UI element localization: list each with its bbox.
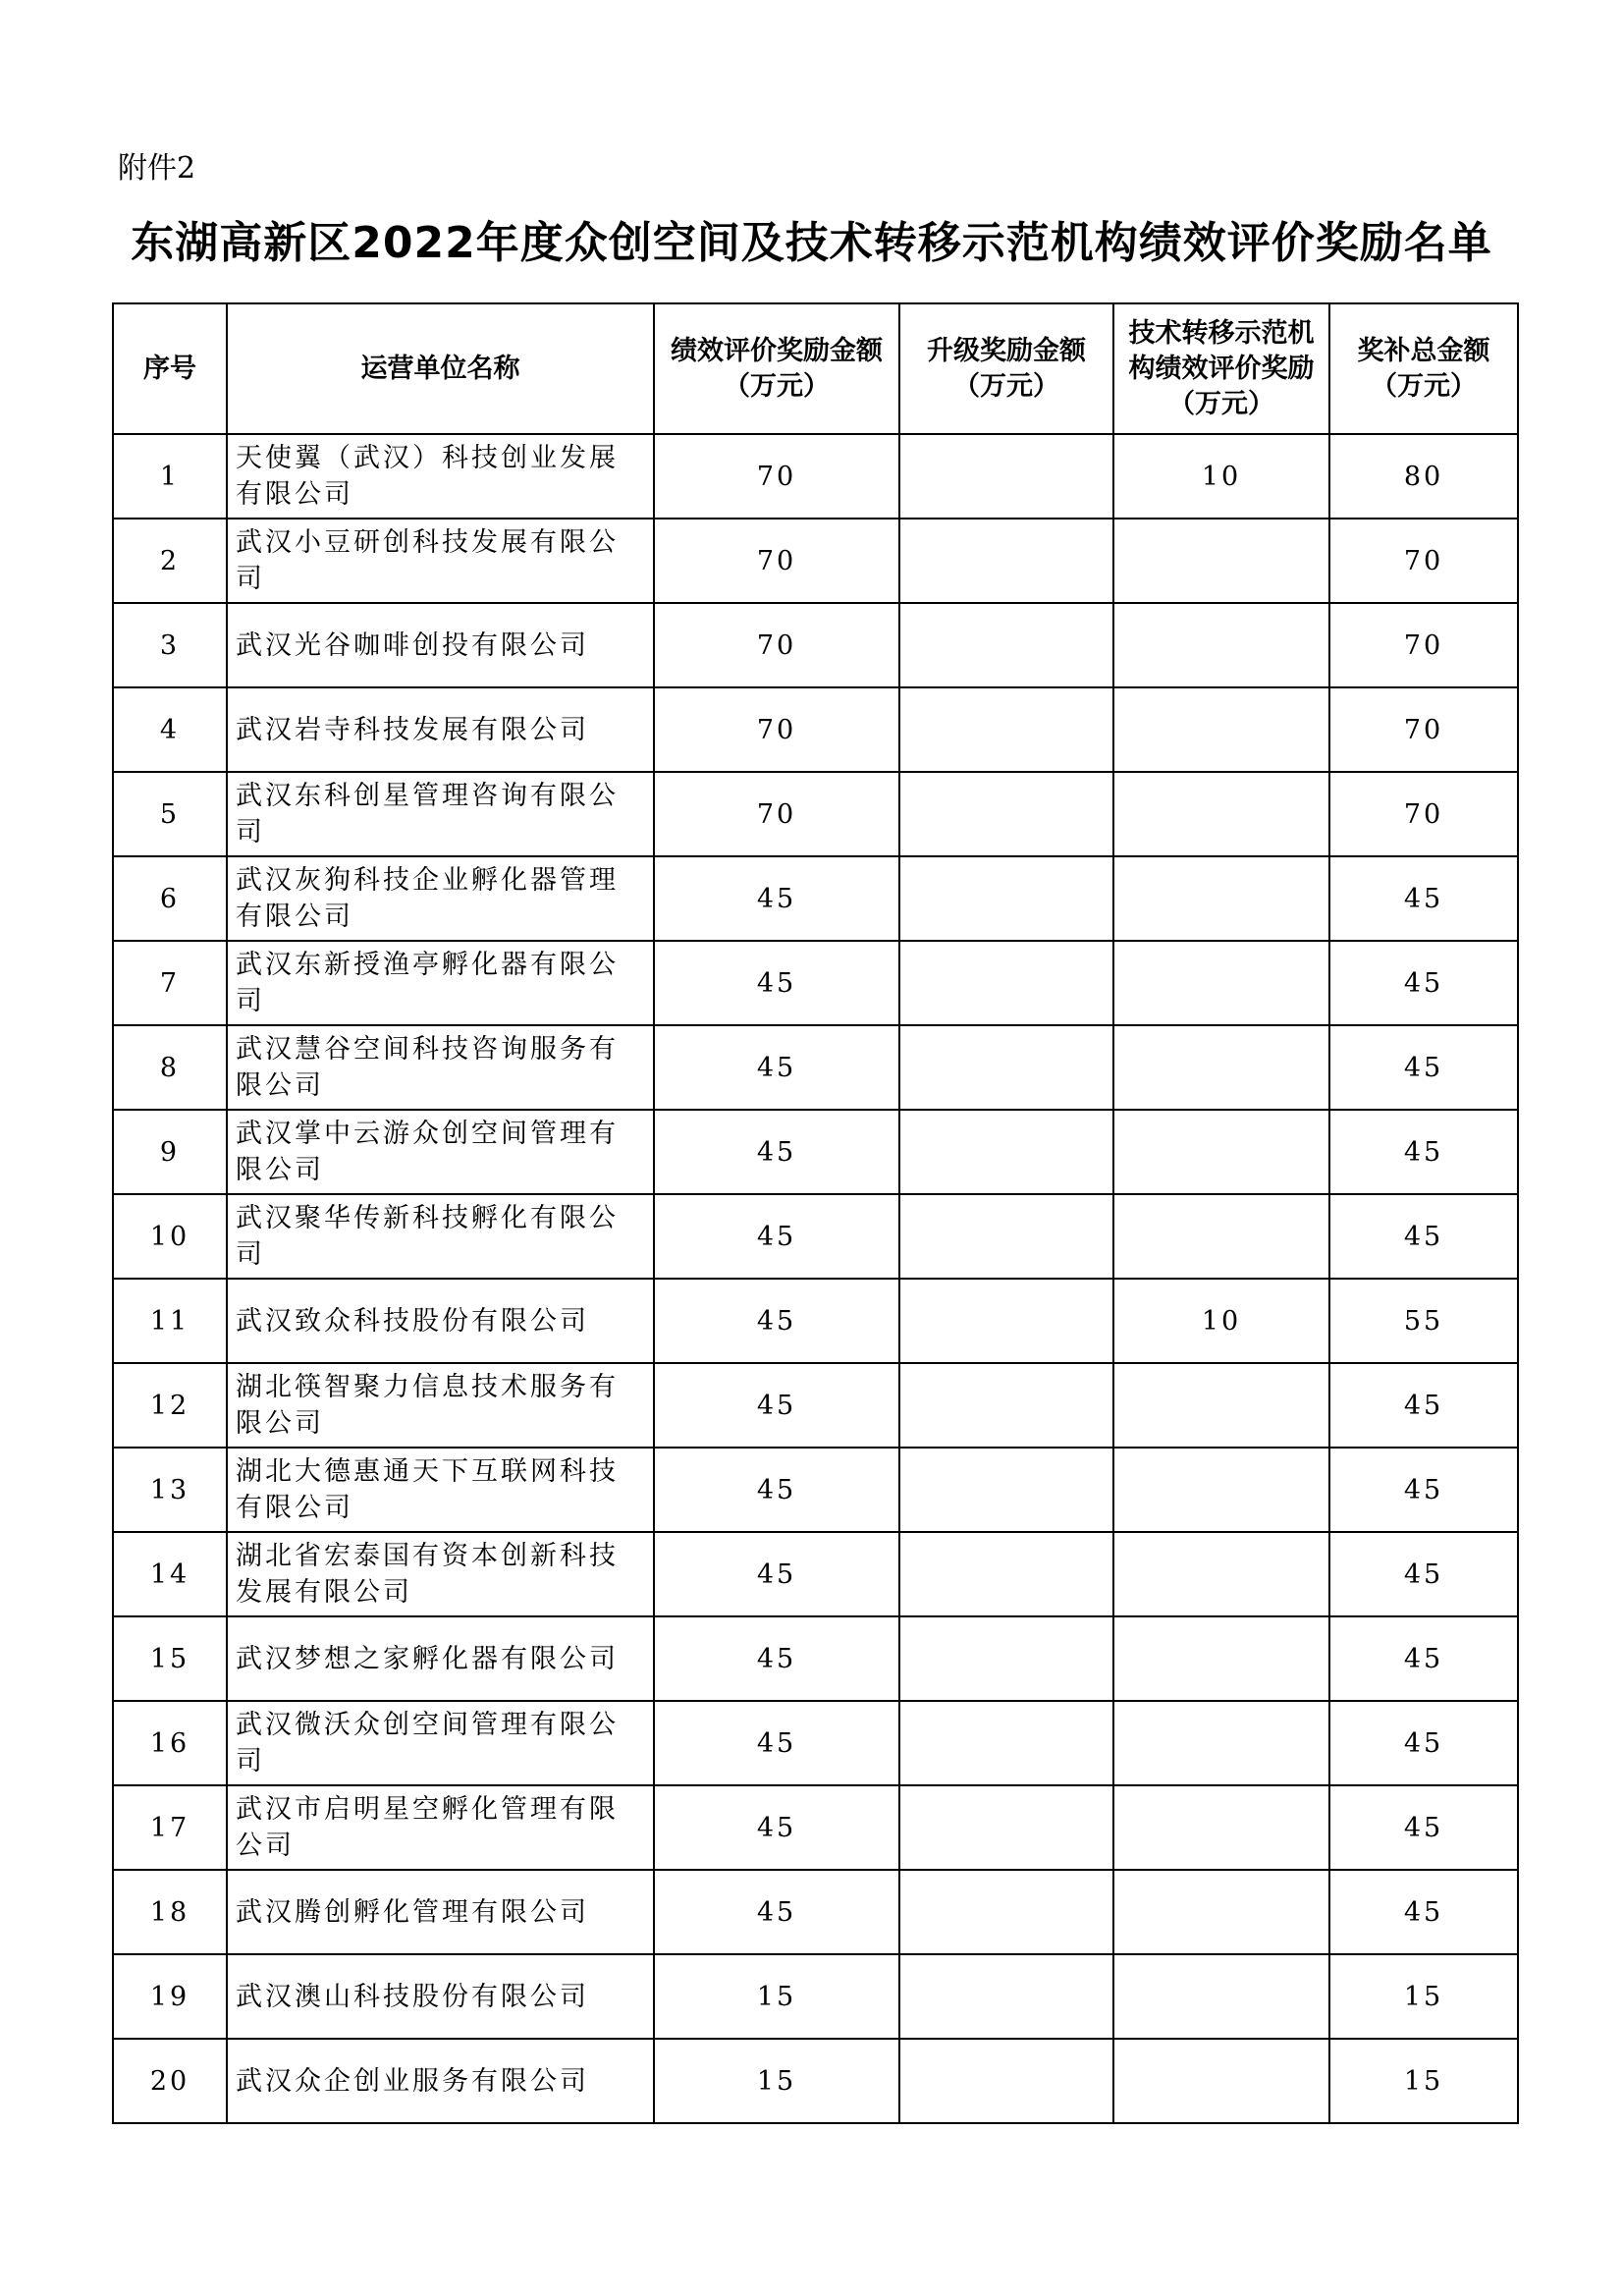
award-table — [112, 302, 1519, 2124]
cell-upgrade-award — [899, 772, 1113, 856]
cell-org-name: 湖北大德惠通天下互联网科技有限公司 — [227, 1448, 654, 1532]
cell-org-name: 武汉众企创业服务有限公司 — [227, 2039, 654, 2123]
cell-index: 8 — [113, 1025, 227, 1110]
cell-total: 70 — [1329, 519, 1518, 603]
table-row — [113, 1616, 1518, 1701]
table-row — [113, 519, 1518, 603]
cell-index: 20 — [113, 2039, 227, 2123]
header-org-name: 运营单位名称 — [227, 303, 654, 434]
cell-tech-transfer-award — [1113, 1025, 1329, 1110]
table-row — [113, 1194, 1518, 1279]
cell-org-name: 武汉掌中云游众创空间管理有限公司 — [227, 1110, 654, 1194]
table-body — [113, 434, 1518, 2123]
cell-upgrade-award — [899, 1870, 1113, 1954]
cell-upgrade-award — [899, 1194, 1113, 1279]
table-row — [113, 1954, 1518, 2039]
cell-performance-award: 45 — [654, 941, 899, 1025]
cell-upgrade-award — [899, 1363, 1113, 1448]
cell-total: 45 — [1329, 1785, 1518, 1870]
cell-tech-transfer-award — [1113, 1363, 1329, 1448]
cell-total: 45 — [1329, 941, 1518, 1025]
cell-performance-award: 70 — [654, 687, 899, 772]
cell-tech-transfer-award — [1113, 1870, 1329, 1954]
table-row — [113, 1448, 1518, 1532]
cell-index: 19 — [113, 1954, 227, 2039]
cell-tech-transfer-award — [1113, 1532, 1329, 1616]
cell-total: 70 — [1329, 772, 1518, 856]
cell-upgrade-award — [899, 1025, 1113, 1110]
cell-tech-transfer-award — [1113, 1785, 1329, 1870]
cell-tech-transfer-award — [1113, 1110, 1329, 1194]
cell-tech-transfer-award — [1113, 519, 1329, 603]
cell-total: 45 — [1329, 1616, 1518, 1701]
cell-tech-transfer-award: 10 — [1113, 1279, 1329, 1363]
table-row — [113, 772, 1518, 856]
cell-index: 7 — [113, 941, 227, 1025]
table-row — [113, 603, 1518, 687]
cell-org-name: 湖北筷智聚力信息技术服务有限公司 — [227, 1363, 654, 1448]
cell-performance-award: 45 — [654, 1279, 899, 1363]
cell-upgrade-award — [899, 519, 1113, 603]
cell-tech-transfer-award — [1113, 856, 1329, 941]
cell-index: 15 — [113, 1616, 227, 1701]
cell-total: 45 — [1329, 1110, 1518, 1194]
cell-tech-transfer-award — [1113, 1954, 1329, 2039]
cell-org-name: 武汉梦想之家孵化器有限公司 — [227, 1616, 654, 1701]
cell-org-name: 武汉小豆研创科技发展有限公司 — [227, 519, 654, 603]
cell-tech-transfer-award — [1113, 1701, 1329, 1785]
cell-upgrade-award — [899, 1954, 1113, 2039]
cell-org-name: 武汉澳山科技股份有限公司 — [227, 1954, 654, 2039]
table-row — [113, 856, 1518, 941]
header-performance-award: 绩效评价奖励金额（万元） — [654, 303, 899, 434]
table-row — [113, 1785, 1518, 1870]
cell-performance-award: 70 — [654, 434, 899, 519]
cell-performance-award: 45 — [654, 1532, 899, 1616]
table-row — [113, 1110, 1518, 1194]
cell-performance-award: 15 — [654, 1954, 899, 2039]
cell-total: 70 — [1329, 603, 1518, 687]
table-row — [113, 1279, 1518, 1363]
cell-performance-award: 45 — [654, 1785, 899, 1870]
cell-org-name: 武汉灰狗科技企业孵化器管理有限公司 — [227, 856, 654, 941]
header-index: 序号 — [113, 303, 227, 434]
table-row — [113, 434, 1518, 519]
cell-total: 15 — [1329, 1954, 1518, 2039]
cell-upgrade-award — [899, 1701, 1113, 1785]
cell-upgrade-award — [899, 1532, 1113, 1616]
cell-tech-transfer-award: 10 — [1113, 434, 1329, 519]
document-title: 东湖高新区2022年度众创空间及技术转移示范机构绩效评价奖励名单 — [131, 218, 1492, 268]
cell-total: 45 — [1329, 1701, 1518, 1785]
cell-upgrade-award — [899, 1785, 1113, 1870]
cell-upgrade-award — [899, 687, 1113, 772]
cell-index: 18 — [113, 1870, 227, 1954]
cell-tech-transfer-award — [1113, 603, 1329, 687]
table-row — [113, 1532, 1518, 1616]
cell-upgrade-award — [899, 1616, 1113, 1701]
cell-index: 16 — [113, 1701, 227, 1785]
cell-upgrade-award — [899, 434, 1113, 519]
cell-org-name: 武汉聚华传新科技孵化有限公司 — [227, 1194, 654, 1279]
cell-tech-transfer-award — [1113, 2039, 1329, 2123]
cell-org-name: 武汉致众科技股份有限公司 — [227, 1279, 654, 1363]
cell-total: 45 — [1329, 1448, 1518, 1532]
cell-index: 2 — [113, 519, 227, 603]
cell-performance-award: 45 — [654, 1363, 899, 1448]
cell-tech-transfer-award — [1113, 1616, 1329, 1701]
cell-performance-award: 45 — [654, 856, 899, 941]
table-row — [113, 1870, 1518, 1954]
table-header-row — [113, 303, 1518, 434]
cell-index: 10 — [113, 1194, 227, 1279]
cell-performance-award: 70 — [654, 603, 899, 687]
cell-index: 3 — [113, 603, 227, 687]
cell-index: 11 — [113, 1279, 227, 1363]
cell-tech-transfer-award — [1113, 1194, 1329, 1279]
cell-total: 45 — [1329, 1870, 1518, 1954]
cell-performance-award: 45 — [654, 1701, 899, 1785]
header-total: 奖补总金额（万元） — [1329, 303, 1518, 434]
cell-upgrade-award — [899, 1279, 1113, 1363]
cell-performance-award: 45 — [654, 1110, 899, 1194]
cell-total: 45 — [1329, 1363, 1518, 1448]
cell-total: 45 — [1329, 856, 1518, 941]
header-upgrade-award: 升级奖励金额（万元） — [899, 303, 1113, 434]
cell-org-name: 武汉微沃众创空间管理有限公司 — [227, 1701, 654, 1785]
table-row — [113, 1025, 1518, 1110]
cell-total: 55 — [1329, 1279, 1518, 1363]
cell-performance-award: 45 — [654, 1025, 899, 1110]
cell-total: 45 — [1329, 1025, 1518, 1110]
cell-upgrade-award — [899, 1110, 1113, 1194]
cell-org-name: 武汉市启明星空孵化管理有限公司 — [227, 1785, 654, 1870]
cell-performance-award: 45 — [654, 1870, 899, 1954]
cell-total: 80 — [1329, 434, 1518, 519]
cell-performance-award: 70 — [654, 519, 899, 603]
cell-upgrade-award — [899, 941, 1113, 1025]
cell-index: 9 — [113, 1110, 227, 1194]
cell-index: 12 — [113, 1363, 227, 1448]
table-row — [113, 687, 1518, 772]
header-tech-transfer-award: 技术转移示范机构绩效评价奖励（万元） — [1113, 303, 1329, 434]
cell-org-name: 武汉慧谷空间科技咨询服务有限公司 — [227, 1025, 654, 1110]
cell-performance-award: 15 — [654, 2039, 899, 2123]
cell-org-name: 武汉腾创孵化管理有限公司 — [227, 1870, 654, 1954]
cell-index: 17 — [113, 1785, 227, 1870]
cell-performance-award: 45 — [654, 1448, 899, 1532]
cell-org-name: 武汉岩寺科技发展有限公司 — [227, 687, 654, 772]
cell-org-name: 天使翼（武汉）科技创业发展有限公司 — [227, 434, 654, 519]
cell-upgrade-award — [899, 1448, 1113, 1532]
cell-index: 4 — [113, 687, 227, 772]
cell-performance-award: 70 — [654, 772, 899, 856]
cell-org-name: 湖北省宏泰国有资本创新科技发展有限公司 — [227, 1532, 654, 1616]
cell-index: 14 — [113, 1532, 227, 1616]
cell-total: 45 — [1329, 1194, 1518, 1279]
cell-total: 15 — [1329, 2039, 1518, 2123]
cell-org-name: 武汉东科创星管理咨询有限公司 — [227, 772, 654, 856]
cell-upgrade-award — [899, 603, 1113, 687]
cell-index: 1 — [113, 434, 227, 519]
table-row — [113, 941, 1518, 1025]
cell-total: 45 — [1329, 1532, 1518, 1616]
cell-upgrade-award — [899, 856, 1113, 941]
cell-upgrade-award — [899, 2039, 1113, 2123]
cell-index: 13 — [113, 1448, 227, 1532]
cell-index: 6 — [113, 856, 227, 941]
cell-tech-transfer-award — [1113, 1448, 1329, 1532]
cell-tech-transfer-award — [1113, 941, 1329, 1025]
attachment-label: 附件2 — [118, 151, 196, 186]
table-row — [113, 1363, 1518, 1448]
cell-total: 70 — [1329, 687, 1518, 772]
cell-index: 5 — [113, 772, 227, 856]
table-row — [113, 2039, 1518, 2123]
cell-tech-transfer-award — [1113, 687, 1329, 772]
cell-performance-award: 45 — [654, 1616, 899, 1701]
cell-org-name: 武汉光谷咖啡创投有限公司 — [227, 603, 654, 687]
cell-org-name: 武汉东新授渔亭孵化器有限公司 — [227, 941, 654, 1025]
cell-tech-transfer-award — [1113, 772, 1329, 856]
table-row — [113, 1701, 1518, 1785]
cell-performance-award: 45 — [654, 1194, 899, 1279]
